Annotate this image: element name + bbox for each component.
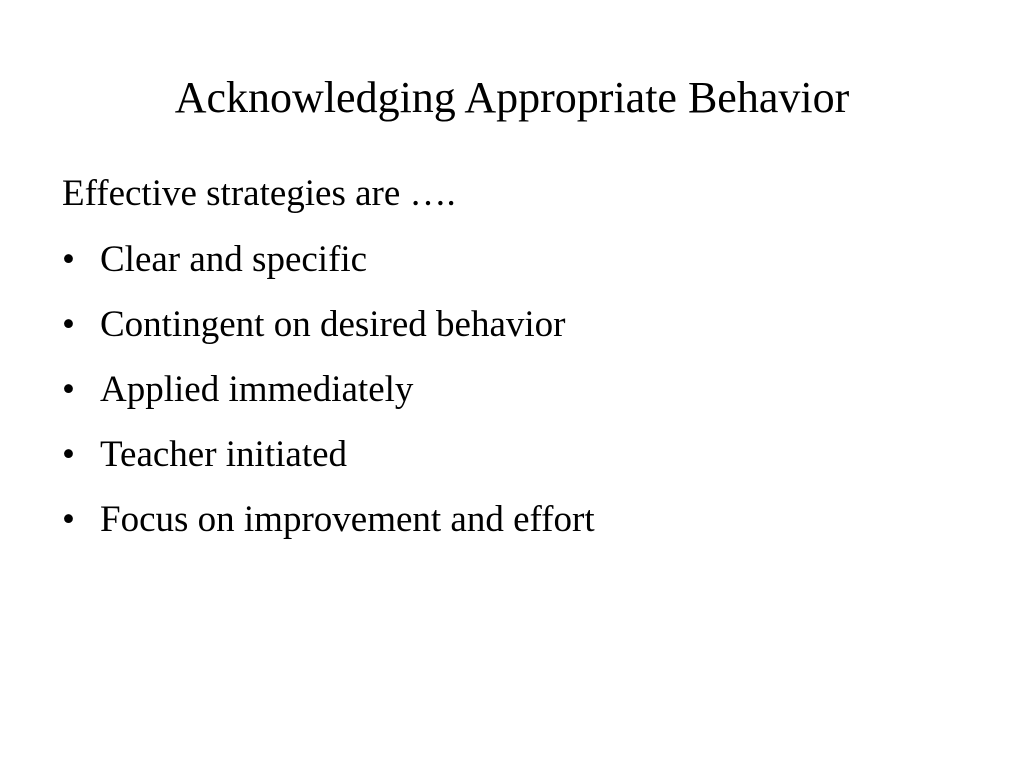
bullet-text: Teacher initiated — [100, 434, 348, 475]
bullet-text: Applied immediately — [100, 369, 414, 410]
bullet-icon: • — [62, 499, 75, 540]
bullet-icon: • — [62, 304, 75, 345]
bullet-icon: • — [62, 434, 75, 475]
bullet-item — [62, 366, 962, 414]
bullet-text: Contingent on desired behavior — [100, 304, 566, 345]
intro-text: Effective strategies are …. — [62, 173, 456, 214]
bullet-item — [62, 301, 962, 349]
bullet-icon: • — [62, 369, 75, 410]
bullet-text: Clear and specific — [100, 239, 368, 280]
bullet-item — [62, 431, 962, 479]
bullet-item — [62, 496, 962, 544]
slide-body — [62, 170, 962, 561]
bullet-list — [62, 236, 962, 544]
bullet-icon: • — [62, 239, 75, 280]
slide-title: Acknowledging Appropriate Behavior — [174, 73, 850, 122]
bullet-text: Focus on improvement and effort — [100, 499, 595, 540]
bullet-item — [62, 236, 962, 284]
